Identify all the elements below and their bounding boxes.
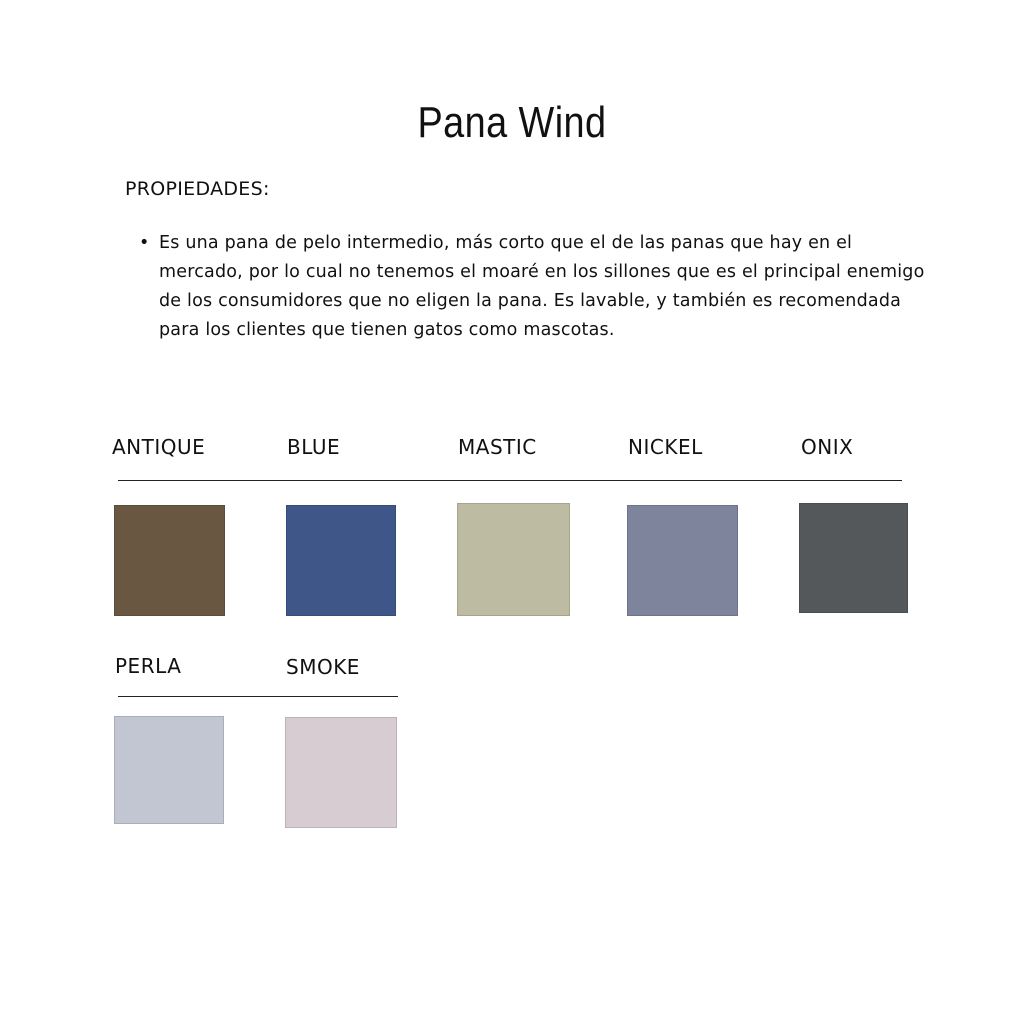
color-label-onix: ONIX bbox=[801, 435, 854, 459]
swatch-antique bbox=[114, 505, 225, 616]
color-label-mastic: MASTIC bbox=[458, 435, 537, 459]
swatch-nickel bbox=[627, 505, 738, 616]
properties-list bbox=[139, 229, 929, 345]
description-text: Es una pana de pelo intermedio, más corto que el de las panas que hay en el mercado, por lo cual no tenemos el moaré en los sillones que es el principal enemigo de los consumidores que no eligen la pana. Es lavable, y también es recomendada para los clientes que tienen gatos como mascotas. bbox=[159, 233, 925, 340]
row-divider bbox=[118, 480, 902, 481]
color-label-antique: ANTIQUE bbox=[112, 435, 206, 459]
properties-heading: PROPIEDADES: bbox=[125, 178, 270, 200]
swatch-perla bbox=[114, 716, 224, 824]
color-label-blue: BLUE bbox=[287, 435, 341, 459]
color-label-nickel: NICKEL bbox=[628, 435, 703, 459]
color-label-smoke: SMOKE bbox=[286, 655, 360, 679]
page-title: Pana Wind bbox=[417, 98, 607, 147]
row-divider bbox=[118, 696, 398, 697]
swatch-mastic bbox=[457, 503, 570, 616]
color-label-perla: PERLA bbox=[115, 654, 182, 678]
bullet-icon: • bbox=[139, 233, 150, 253]
swatch-onix bbox=[799, 503, 908, 613]
swatch-blue bbox=[286, 505, 396, 616]
list-item bbox=[139, 229, 929, 345]
swatch-smoke bbox=[285, 717, 397, 828]
